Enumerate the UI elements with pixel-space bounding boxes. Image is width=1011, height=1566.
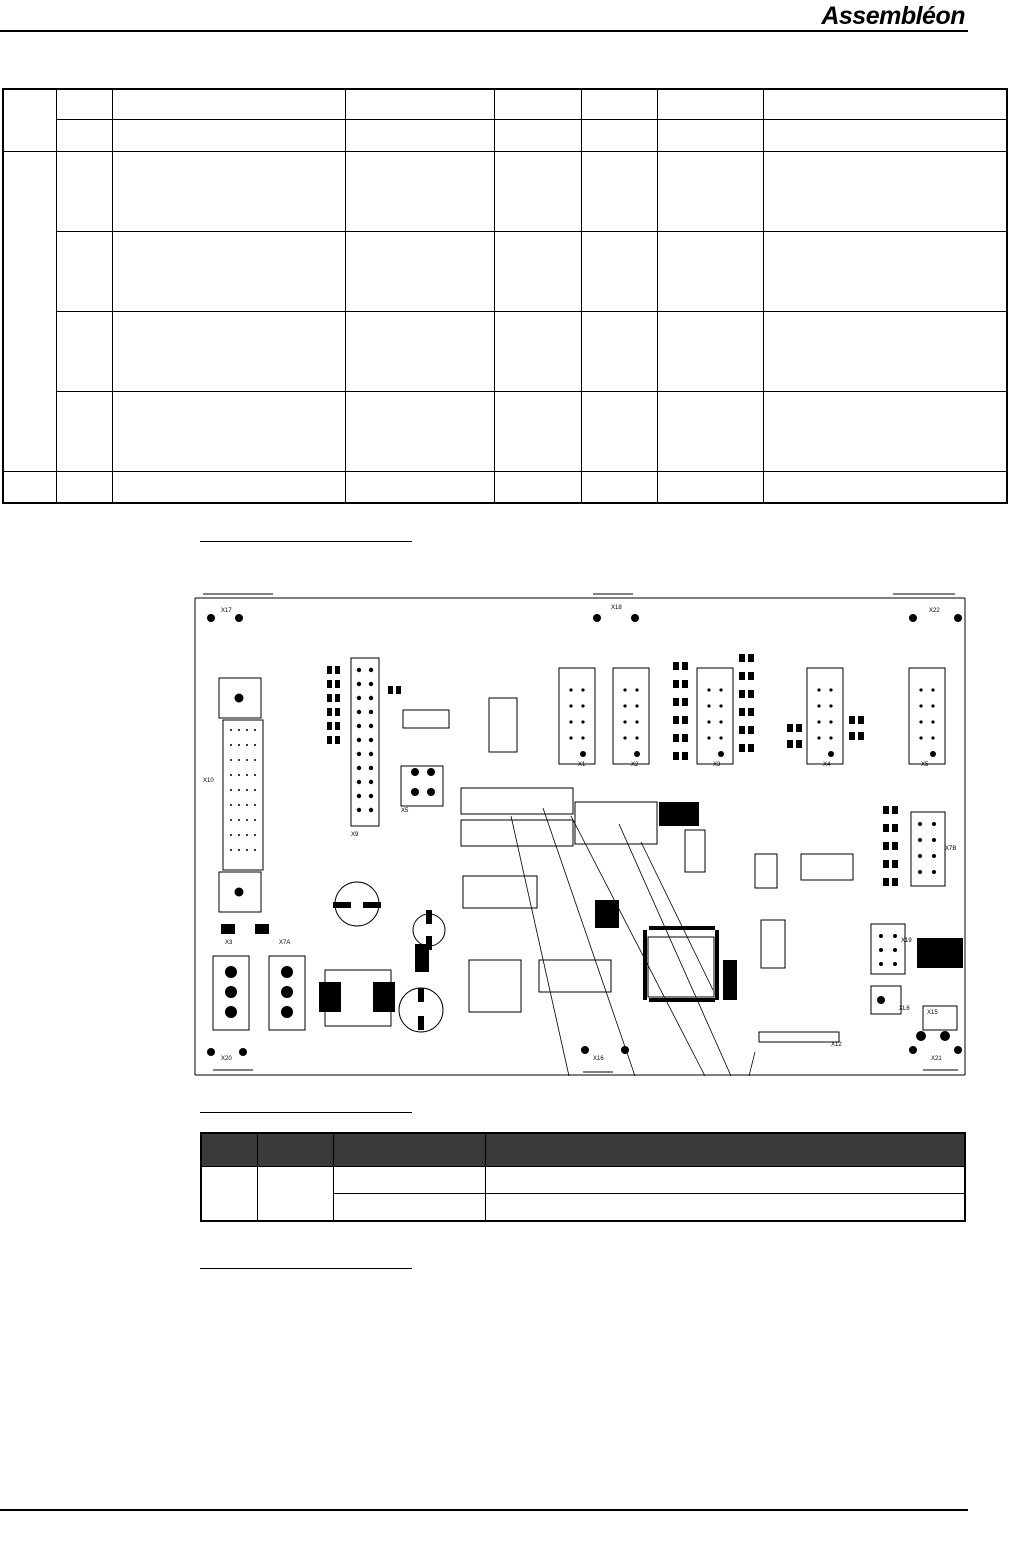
table-cell (345, 151, 494, 231)
table-cell (112, 89, 345, 119)
table-cell (345, 391, 494, 471)
table-cell (581, 391, 657, 471)
table-cell (485, 1194, 965, 1222)
connector-label: X17 (221, 608, 232, 614)
table-cell (763, 151, 1007, 231)
table-cell (257, 1167, 333, 1222)
connector-label: X12 (831, 1042, 842, 1048)
table-cell (657, 311, 763, 391)
table-cell (494, 89, 581, 119)
table-row (3, 231, 1007, 311)
table-cell (345, 89, 494, 119)
table-cell (494, 471, 581, 503)
table-cell (485, 1167, 965, 1194)
table-cell (494, 119, 581, 151)
specification-table (2, 88, 1008, 504)
table-cell (657, 231, 763, 311)
table-cell (581, 119, 657, 151)
table-cell (333, 1194, 485, 1222)
connector-label: X3 (225, 940, 233, 946)
table-cell (112, 471, 345, 503)
connector-label: X16 (593, 1056, 604, 1062)
table-cell (112, 231, 345, 311)
connector-label: X19 (901, 938, 912, 944)
table-cell (56, 231, 112, 311)
table-cell (3, 471, 56, 503)
table-header-cell (333, 1133, 485, 1167)
table-row (3, 391, 1007, 471)
table-cell (333, 1167, 485, 1194)
table-row (3, 311, 1007, 391)
table-row (201, 1167, 965, 1194)
section-underline (200, 541, 412, 542)
table-cell (56, 391, 112, 471)
connector-label: X21 (931, 1056, 942, 1062)
table-cell (581, 471, 657, 503)
table-cell (763, 231, 1007, 311)
connector-label: X2 (631, 762, 639, 768)
table-header-cell (201, 1133, 257, 1167)
connector-label: X18 (611, 605, 622, 611)
header-rule (0, 30, 968, 32)
table-cell (56, 471, 112, 503)
table-cell (494, 391, 581, 471)
table-cell (494, 311, 581, 391)
table-cell (345, 471, 494, 503)
pcb-layout-drawing (193, 580, 967, 1078)
table-cell (112, 151, 345, 231)
table-cell (581, 231, 657, 311)
table-cell (763, 119, 1007, 151)
table-cell (657, 89, 763, 119)
connector-label: X5 (921, 762, 929, 768)
table-cell (657, 119, 763, 151)
table-cell (657, 391, 763, 471)
table-cell (763, 311, 1007, 391)
table-cell (3, 151, 56, 471)
connector-label: X1 (578, 762, 586, 768)
table-cell (56, 311, 112, 391)
table-cell (657, 471, 763, 503)
table-row (3, 151, 1007, 231)
table-cell (345, 231, 494, 311)
table-row (3, 119, 1007, 151)
table-cell (763, 471, 1007, 503)
table-cell (56, 89, 112, 119)
table-header-cell (257, 1133, 333, 1167)
table-cell (56, 119, 112, 151)
table-cell (581, 311, 657, 391)
table-cell (3, 89, 56, 151)
connector-label: X7A (279, 940, 291, 946)
table-cell (494, 231, 581, 311)
footer-rule (0, 1509, 968, 1511)
section-underline (200, 1112, 412, 1113)
section-underline (200, 1268, 412, 1269)
table-row (3, 471, 1007, 503)
table-cell (763, 391, 1007, 471)
table-header-row (201, 1133, 965, 1167)
connector-label: X15 (927, 1010, 938, 1016)
table-cell (581, 89, 657, 119)
table-cell (112, 311, 345, 391)
connector-label: X4 (823, 762, 831, 768)
table-cell (201, 1167, 257, 1222)
connector-label: X5 (401, 808, 409, 814)
table-cell (56, 151, 112, 231)
table-cell (345, 311, 494, 391)
connector-label: X10 (203, 778, 214, 784)
table-row (3, 89, 1007, 119)
table-cell (112, 119, 345, 151)
connector-label: X3 (713, 762, 721, 768)
connector-label: XL6 (899, 1006, 910, 1012)
table-cell (112, 391, 345, 471)
assembleon-logo: Assembléon (821, 2, 965, 30)
connector-label: X7B (945, 846, 957, 852)
connector-table (200, 1132, 966, 1222)
connector-label: X9 (351, 832, 359, 838)
table-cell (763, 89, 1007, 119)
table-cell (494, 151, 581, 231)
table-cell (657, 151, 763, 231)
table-cell (581, 151, 657, 231)
connector-label: X22 (929, 608, 940, 614)
connector-label: X20 (221, 1056, 232, 1062)
table-cell (345, 119, 494, 151)
table-header-cell (485, 1133, 965, 1167)
